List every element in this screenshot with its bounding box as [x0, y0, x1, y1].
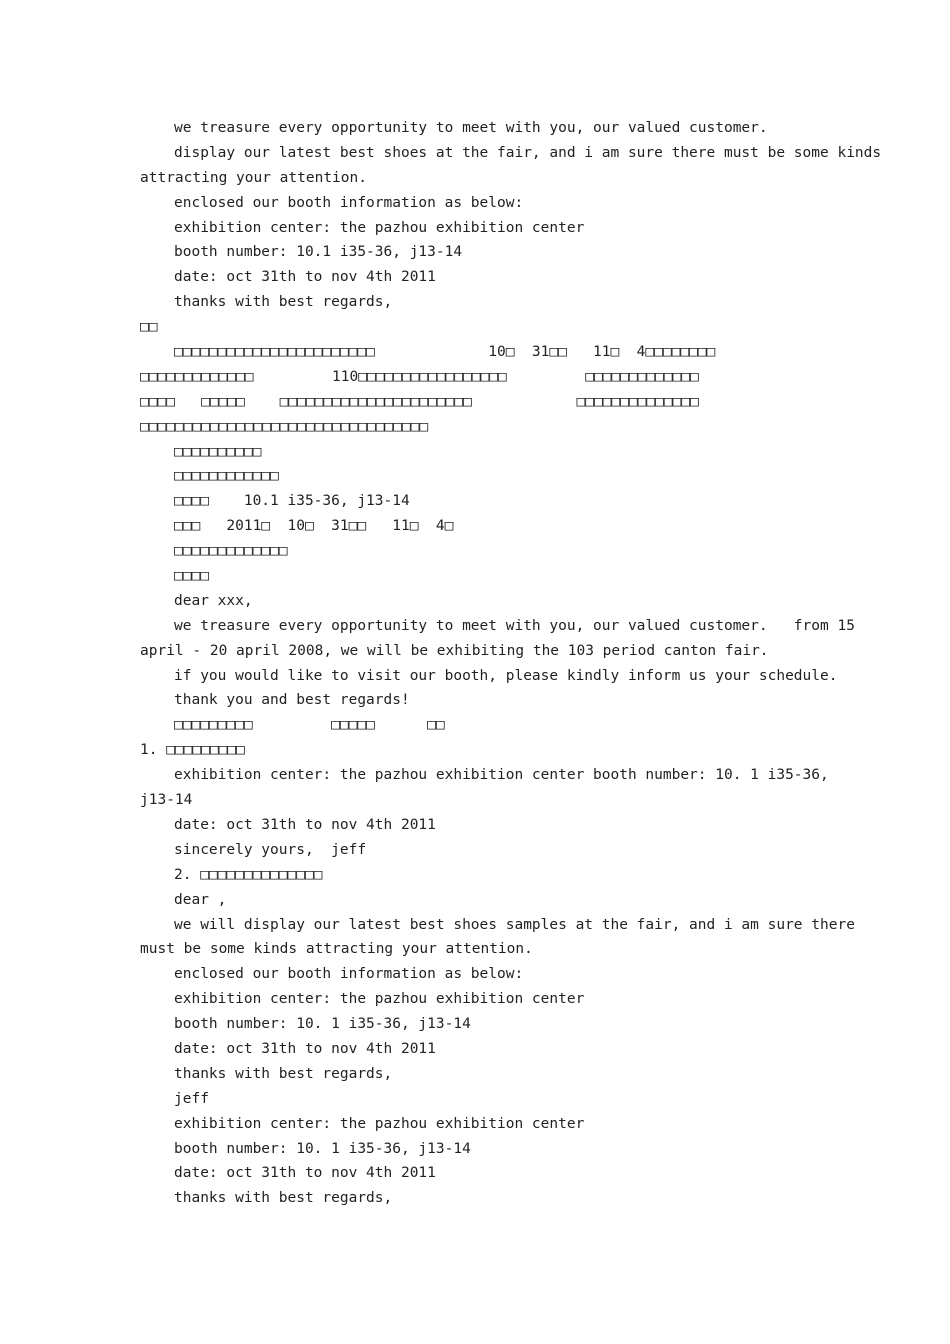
text-line: exhibition center: the pazhou exhibition center: [174, 219, 585, 236]
text-line: booth number: 10. 1 i35-36, j13-14: [174, 1140, 471, 1157]
text-line: exhibition center: the pazhou exhibition center: [174, 991, 585, 1008]
text-line: jeff: [174, 1090, 209, 1107]
text-line: □□□□□□□□□ □□□□□ □□: [174, 717, 445, 734]
text-line: 2. □□□□□□□□□□□□□□: [174, 866, 323, 883]
text-line: thanks with best regards,: [174, 294, 393, 311]
text-line: □□□□□□□□□□□□□: [174, 543, 288, 560]
text-line: enclosed our booth information as below:: [174, 194, 524, 211]
text-line: we treasure every opportunity to meet with you, our valued customer. from 15: [174, 617, 855, 634]
text-line: sincerely yours, jeff: [174, 841, 367, 858]
text-line: date: oct 31th to nov 4th 2011: [174, 269, 436, 286]
text-line: □□□ 2011□ 10□ 31□□ 11□ 4□: [174, 518, 454, 535]
text-line: □□□□□□□□□□□□□□□□□□□□□□□□□□□□□□□□□: [140, 418, 429, 435]
text-line: □□□□□□□□□□: [174, 443, 262, 460]
text-line: april - 20 april 2008, we will be exhibiting the 103 period canton fair.: [140, 642, 769, 659]
text-line: exhibition center: the pazhou exhibition center: [174, 1115, 585, 1132]
document-body: [140, 116, 882, 1211]
text-line: dear ,: [174, 891, 227, 908]
text-line: we will display our latest best shoes samples at the fair, and i am sure there: [174, 916, 855, 933]
text-line: thanks with best regards,: [174, 1190, 393, 1207]
text-line: attracting your attention.: [140, 169, 367, 186]
text-line: display our latest best shoes at the fair, and i am sure there must be some kinds: [174, 144, 882, 161]
text-line: booth number: 10.1 i35-36, j13-14: [174, 244, 463, 261]
text-line: date: oct 31th to nov 4th 2011: [174, 816, 436, 833]
text-line: enclosed our booth information as below:: [174, 966, 524, 983]
text-line: □□□□□□□□□□□□: [174, 468, 279, 485]
text-line: thanks with best regards,: [174, 1065, 393, 1082]
text-line: booth number: 10. 1 i35-36, j13-14: [174, 1016, 471, 1033]
text-line: if you would like to visit our booth, please kindly inform us your schedule.: [174, 667, 838, 684]
text-line: 1. □□□□□□□□□: [140, 742, 245, 759]
text-line: □□□□□□□□□□□□□□□□□□□□□□□ 10□ 31□□ 11□ 4□□□□□□□□: [174, 344, 716, 361]
text-line: date: oct 31th to nov 4th 2011: [174, 1040, 436, 1057]
text-line: exhibition center: the pazhou exhibition center booth number: 10. 1 i35-36,: [174, 767, 829, 784]
text-line: must be some kinds attracting your attention.: [140, 941, 533, 958]
text-line: thank you and best regards!: [174, 692, 410, 709]
text-line: dear xxx,: [174, 592, 253, 609]
text-line: □□□□□□□□□□□□□ 110□□□□□□□□□□□□□□□□□ □□□□□□□□□□□□□: [140, 368, 699, 385]
text-line: j13-14: [140, 792, 193, 809]
text-line: □□□□ 10.1 i35-36, j13-14: [174, 493, 410, 510]
text-line: □□: [140, 319, 158, 336]
text-line: □□□□ □□□□□ □□□□□□□□□□□□□□□□□□□□□□ □□□□□□□□□□□□□□: [140, 393, 699, 410]
text-line: we treasure every opportunity to meet with you, our valued customer.: [174, 120, 768, 136]
text-line: date: oct 31th to nov 4th 2011: [174, 1165, 436, 1182]
text-line: □□□□: [174, 568, 209, 585]
